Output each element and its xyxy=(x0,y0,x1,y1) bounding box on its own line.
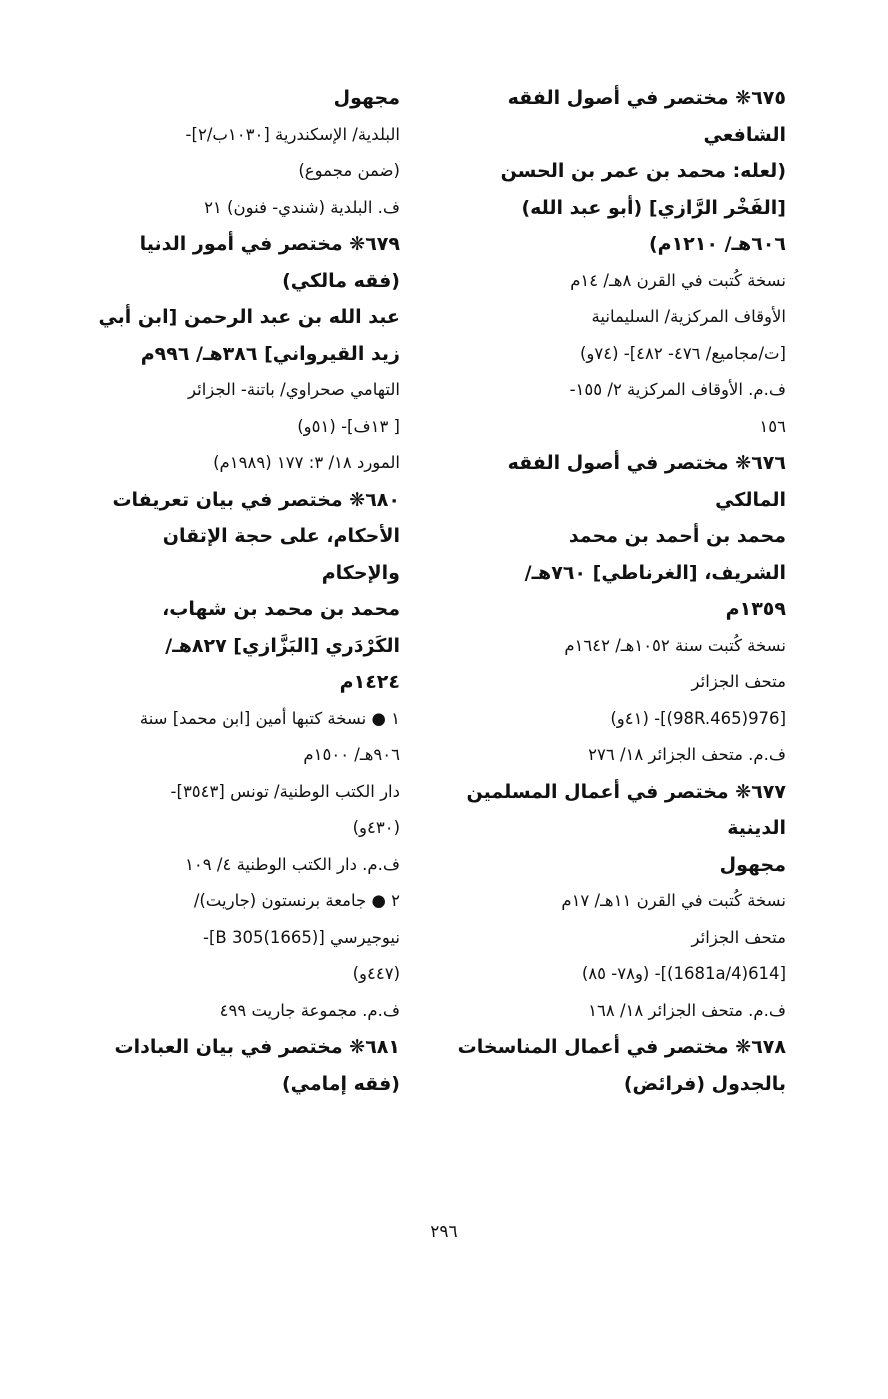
page-number: ٢٩٦ xyxy=(430,1222,458,1242)
text-line: ف.م. متحف الجزائر ١٨/ ١٦٨ xyxy=(588,1000,786,1020)
text-line: ف.م. دار الكتب الوطنية ٤/ ١٠٩ xyxy=(185,854,400,874)
text-line: ٦٧٦❋ مختصر في أصول الفقه xyxy=(507,452,786,474)
text-line: ١٣٥٩م xyxy=(725,598,786,620)
text-line: مجهول xyxy=(333,87,400,109)
text-line: ٦٧٩❋ مختصر في أمور الدنيا xyxy=(139,233,400,255)
text-line: [ت/مجاميع/ ٤٧٦- ٤٨٢]- (٧٤و) xyxy=(579,343,786,363)
text-line: عبد الله بن عبد الرحمن [ابن أبي xyxy=(98,306,400,328)
text-line: المورد ١٨/ ٣: ١٧٧ (١٩٨٩م) xyxy=(213,453,400,472)
text-line: ف.م. مجموعة جاريت ٤٩٩ xyxy=(219,1000,400,1020)
right-column xyxy=(446,80,786,1102)
text-line: البلدية/ الإسكندرية [١٠٣٠ب/٢]- xyxy=(185,124,400,144)
text-line: الدينية xyxy=(727,817,786,839)
text-line: [ ١٣ف]- (٥١و) xyxy=(297,416,400,436)
text-line: ٦٧٨❋ مختصر في أعمال المناسخات xyxy=(457,1036,786,1058)
text-line: ١ ● نسخة كتبها أمين [ابن محمد] سنة xyxy=(139,708,400,728)
text-line: متحف الجزائر xyxy=(691,927,786,947)
text-line: (لعله: محمد بن عمر بن الحسن xyxy=(500,160,786,182)
text-line: الشافعي xyxy=(703,123,786,146)
text-line: المالكي xyxy=(715,488,786,511)
text-line: ١٥٦ xyxy=(759,416,786,436)
text-line: ٦٨١❋ مختصر في بيان العبادات xyxy=(114,1036,400,1058)
text-line: (ضمن مجموع) xyxy=(298,161,400,180)
text-line: نسخة كُتبت في القرن ١١هـ/ ١٧م xyxy=(561,891,786,910)
text-line: (٤٣٠و) xyxy=(352,818,400,837)
text-line: (فقه إمامي) xyxy=(281,1072,400,1095)
text-line: الأوقاف المركزية/ السليمانية xyxy=(591,307,786,326)
text-line: نيوجيرسي [B 305(1665)]- xyxy=(203,927,400,947)
text-line: ٦٧٧❋ مختصر في أعمال المسلمين xyxy=(466,780,786,803)
text-line: [الفَخْر الرَّازي] (أبو عبد الله) xyxy=(521,196,786,219)
text-line: متحف الجزائر xyxy=(691,672,786,691)
text-line: ٦٨٠❋ مختصر في بيان تعريفات xyxy=(112,488,400,511)
text-line: (فقه مالكي) xyxy=(282,269,400,292)
text-line: ٩٠٦هـ/ ١٥٠٠م xyxy=(303,745,400,764)
text-line: محمد بن محمد بن شهاب، xyxy=(162,598,400,620)
text-line: ١٤٢٤م xyxy=(339,671,400,693)
text-line: ف.م. الأوقاف المركزية ٢/ ١٥٥- xyxy=(569,380,786,399)
text-line: [614(1681a/4)]- (و٧٨- ٨٥) xyxy=(581,964,786,983)
text-line: الأحكام، على حجة الإتقان xyxy=(162,525,400,547)
text-line: (٤٤٧و) xyxy=(352,964,400,983)
text-line: [976(98R.465)]- (٤١و) xyxy=(610,708,786,728)
text-line: محمد بن أحمد بن محمد xyxy=(568,525,786,547)
text-line: بالجدول (فرائض) xyxy=(623,1072,786,1095)
text-line: مجهول xyxy=(719,853,786,876)
text-line: والإحكام xyxy=(321,561,400,584)
text-line: ٦٠٦هـ/ ١٢١٠م) xyxy=(648,233,786,255)
text-line: دار الكتب الوطنية/ تونس [٣٥٤٣]- xyxy=(170,781,400,801)
text-line: ف. البلدية (شندي- فنون) ٢١ xyxy=(204,197,400,217)
text-line: زيد القيرواني] ٣٨٦هـ/ ٩٩٦م xyxy=(140,342,400,365)
text-line: ف.م. متحف الجزائر ١٨/ ٢٧٦ xyxy=(588,745,786,764)
text-line: ٦٧٥❋ مختصر في أصول الفقه xyxy=(507,87,786,109)
text-line: ٢ ● جامعة برنستون (جاريت)/ xyxy=(193,891,400,910)
text-line: نسخة كُتبت سنة ١٠٥٢هـ/ ١٦٤٢م xyxy=(564,635,786,655)
left-column xyxy=(64,80,400,1102)
text-line: الشريف، [الغرناطي] ٧٦٠هـ/ xyxy=(524,561,786,584)
text-line: التهامي صحراوي/ باتنة- الجزائر xyxy=(188,380,400,399)
text-line: نسخة كُتبت في القرن ٨هـ/ ١٤م xyxy=(570,270,786,290)
text-line: الكَرْدَري [البَزَّازي] ٨٢٧هـ/ xyxy=(165,634,400,657)
